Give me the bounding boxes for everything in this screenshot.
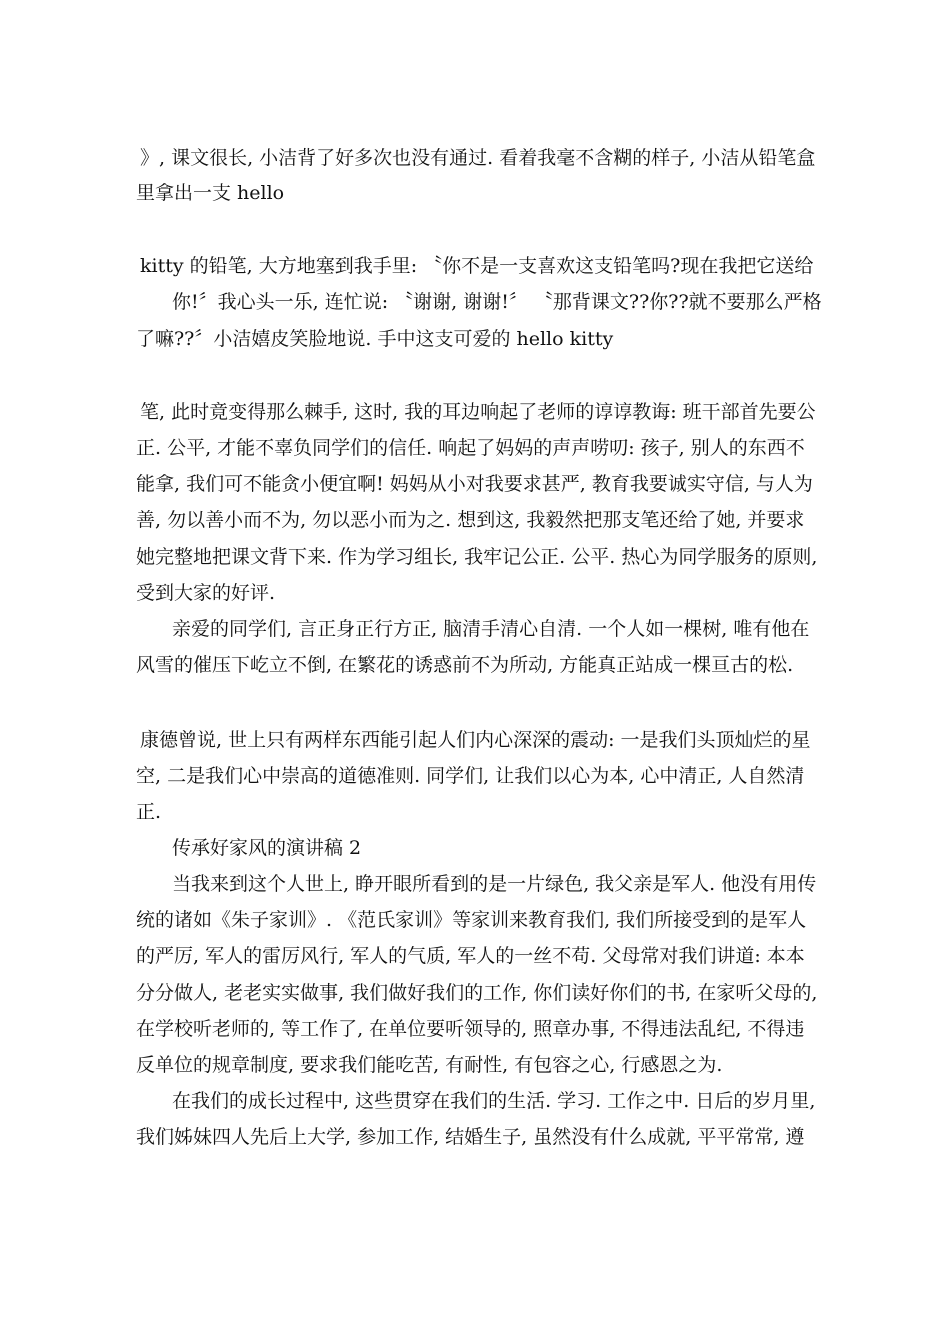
text-line: 正. [136,801,162,823]
text-line: 了嘛??〞小洁嬉皮笑脸地说. 手中这支可爱的 hello kitty [136,328,614,350]
text-line: 受到大家的好评. [136,582,276,604]
text-line: 统的诸如《朱子家训》. 《范氏家训》等家训来教育我们, 我们所接受到的是军人 [136,909,807,931]
text-line: 我们姊妹四人先后上大学, 参加工作, 结婚生子, 虽然没有什么成就, 平平常常, 遵 [136,1126,805,1148]
text-line: 你!〞我心头一乐, 连忙说: 〝谢谢, 谢谢!〞 〝那背课文??你??就不要那么严格 [172,291,822,313]
text-line: kitty 的铅笔, 大方地塞到我手里: 〝你不是一支喜欢这支铅笔吗?现在我把它送给 [140,255,814,277]
text-line: 能拿, 我们可不能贪小便宜啊! 妈妈从小对我要求甚严, 教育我要诚实守信, 与人为 [136,473,813,495]
text-line: 笔, 此时竟变得那么棘手, 这时, 我的耳边响起了老师的谆谆教诲: 班干部首先要公 [140,401,816,423]
text-line: 当我来到这个人世上, 睁开眼所看到的是一片绿色, 我父亲是军人. 他没有用传 [172,873,817,895]
text-line: 里拿出一支 hello [136,182,285,204]
text-line: 在我们的成长过程中, 这些贯穿在我们的生活. 学习. 工作之中. 日后的岁月里, [172,1090,816,1112]
text-line: 风雪的催压下屹立不倒, 在繁花的诱惑前不为所动, 方能真正站成一棵亘古的松. [136,654,794,676]
section-heading: 传承好家风的演讲稿 2 [172,837,362,859]
text-line: 在学校听老师的, 等工作了, 在单位要听领导的, 照章办事, 不得违法乱纪, 不得违 [136,1018,805,1040]
text-line: 分分做人, 老老实实做事, 我们做好我们的工作, 你们读好你们的书, 在家听父母的, [136,982,818,1004]
text-line: 善, 勿以善小而不为, 勿以恶小而为之. 想到这, 我毅然把那支笔还给了她, 并要求 [136,509,805,531]
text-line: 反单位的规章制度, 要求我们能吃苦, 有耐性, 有包容之心, 行感恩之为. [136,1054,723,1076]
text-line: 正. 公平, 才能不辜负同学们的信任. 响起了妈妈的声声唠叨: 孩子, 别人的东西不 [136,437,805,459]
text-line: 亲爱的同学们, 言正身正行方正, 脑清手清心自清. 一个人如一棵树, 唯有他在 [172,618,810,640]
text-line: 她完整地把课文背下来. 作为学习组长, 我牢记公正. 公平. 热心为同学服务的原则, [136,546,818,568]
text-line: 康德曾说, 世上只有两样东西能引起人们内心深深的震动: 一是我们头顶灿烂的星 [140,729,811,751]
text-line: 空, 二是我们心中崇高的道德准则. 同学们, 让我们以心为本, 心中清正, 人自然清 [136,765,805,787]
text-line: 的严厉, 军人的雷厉风行, 军人的气质, 军人的一丝不苟. 父母常对我们讲道: 本本 [136,945,805,967]
text-line: 》, 课文很长, 小洁背了好多次也没有通过. 看着我毫不含糊的样子, 小洁从铅笔盒 [140,147,816,169]
